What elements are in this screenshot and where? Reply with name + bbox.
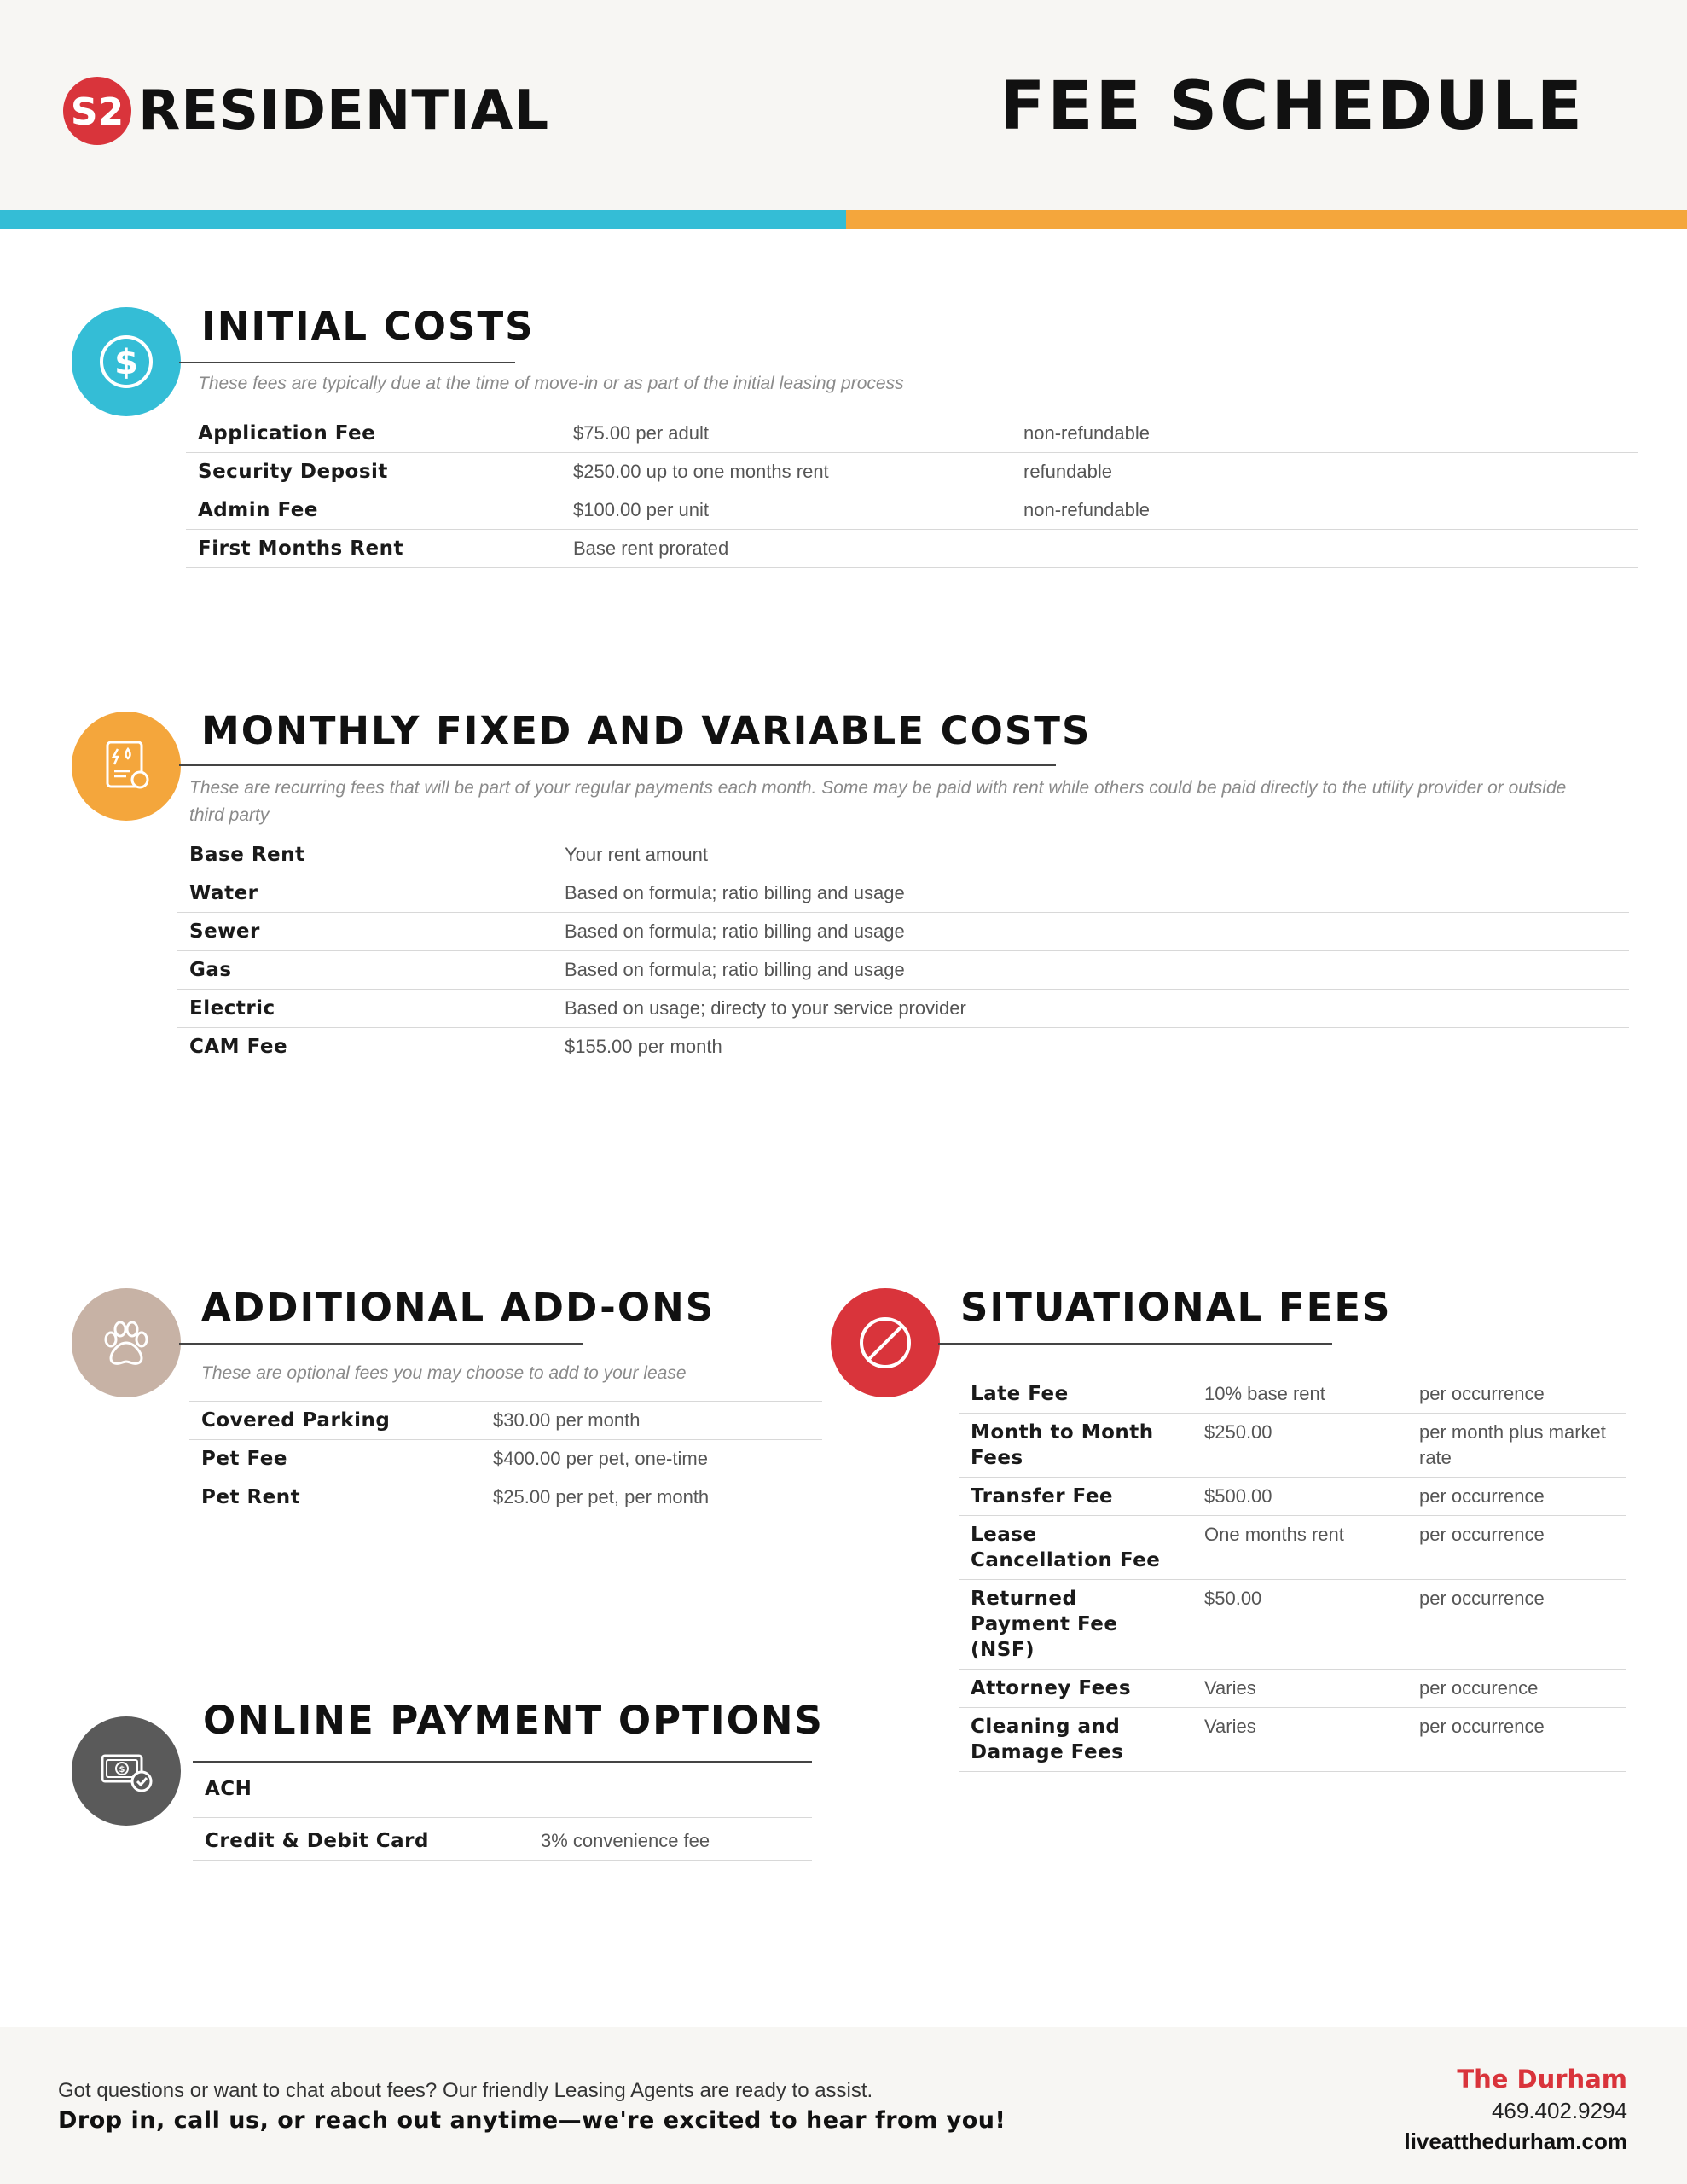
- situational-title: SITUATIONAL FEES: [960, 1285, 1392, 1330]
- monthly-costs-subtitle: These are recurring fees that will be part of your regular payments each month. Some may be paid with rent while others could be paid directly to the utility provider or outside third party: [189, 778, 1567, 825]
- online-payment-table: [193, 1769, 812, 1861]
- header-stripe-blue: [0, 210, 846, 229]
- online-payment-rule: [193, 1761, 812, 1763]
- table-row: Base Rent Your rent amount: [177, 836, 1629, 874]
- table-row: ACH: [193, 1769, 812, 1818]
- table-row: Covered Parking $30.00 per month: [189, 1402, 822, 1440]
- svg-text:$: $: [114, 343, 138, 382]
- table-row: Lease Cancellation Fee One months rent per occurrence: [959, 1516, 1626, 1580]
- svg-text:$: $: [119, 1765, 125, 1774]
- footer-question: Got questions or want to chat about fees? Our friendly Leasing Agents are ready to assist.: [58, 2079, 873, 2102]
- dollar-icon: [92, 328, 160, 396]
- table-row: Late Fee 10% base rent per occurrence: [959, 1375, 1626, 1414]
- addons-table: [189, 1401, 822, 1516]
- s2-logo-icon: [61, 75, 133, 147]
- table-row: Pet Rent $25.00 per pet, per month: [201, 1486, 710, 1508]
- table-row: Admin Fee $100.00 per unit non-refundable: [186, 491, 1638, 530]
- table-row: Returned Payment Fee (NSF) $50.00 per occurrence: [959, 1580, 1626, 1670]
- website-link[interactable]: liveatthedurham.com: [1404, 2129, 1627, 2154]
- document-title: FEE SCHEDULE: [999, 68, 1585, 145]
- addons-icon-badge: [72, 1288, 181, 1397]
- addons-rule: [179, 1343, 583, 1345]
- table-row: First Months Rent Base rent prorated: [186, 530, 1638, 568]
- situational-icon-badge: [831, 1288, 940, 1397]
- online-payment-icon-badge: [72, 1716, 181, 1826]
- table-row: Cleaning and Damage Fees Varies per occurrence: [959, 1708, 1626, 1772]
- situational-table: [959, 1375, 1626, 1772]
- table-row: Water Based on formula; ratio billing and usage: [177, 874, 1629, 913]
- logo-mark-text: S2: [70, 90, 125, 134]
- prohibited-icon: [851, 1309, 919, 1377]
- table-row: Electric Based on usage; directy to your service provider: [177, 990, 1629, 1028]
- online-payment-title: ONLINE PAYMENT OPTIONS: [203, 1698, 824, 1743]
- table-row: Month to Month Fees $250.00 per month plus market rate: [959, 1414, 1626, 1478]
- addons-title: ADDITIONAL ADD-ONS: [201, 1285, 716, 1330]
- initial-costs-icon-badge: [72, 307, 181, 416]
- company-logo: [61, 75, 549, 147]
- utility-bill-icon: [92, 732, 160, 800]
- footer-cta: Drop in, call us, or reach out anytime—we're excited to hear from you!: [58, 2107, 1006, 2134]
- property-name: The Durham: [1457, 2065, 1627, 2094]
- monthly-costs-title: MONTHLY FIXED AND VARIABLE COSTS: [201, 708, 1092, 753]
- table-row: Sewer Based on formula; ratio billing and usage: [177, 913, 1629, 951]
- table-row: Security Deposit $250.00 up to one months rent refundable: [186, 453, 1638, 491]
- phone-number[interactable]: 469.402.9294: [1491, 2098, 1627, 2123]
- monthly-costs-rule: [179, 764, 1056, 766]
- initial-costs-table: [186, 415, 1638, 568]
- header-stripe-orange: [846, 210, 1687, 229]
- table-row: CAM Fee $155.00 per month: [177, 1028, 1629, 1066]
- table-row: Attorney Fees Varies per occurence: [959, 1670, 1626, 1708]
- initial-costs-rule: [179, 362, 515, 363]
- initial-costs-subtitle: These fees are typically due at the time of move-in or as part of the initial leasing process: [198, 374, 904, 393]
- paw-icon: [92, 1309, 160, 1377]
- monthly-costs-icon-badge: [72, 712, 181, 821]
- addons-subtitle: These are optional fees you may choose to add to your lease: [201, 1363, 687, 1383]
- monthly-costs-table: [177, 836, 1629, 1066]
- initial-costs-title: INITIAL COSTS: [201, 304, 535, 349]
- logo-text: RESIDENTIAL: [138, 79, 550, 142]
- payment-icon: [92, 1737, 160, 1805]
- table-row: Application Fee $75.00 per adult non-refundable: [186, 415, 1638, 453]
- footer-contact: [1404, 2063, 1627, 2157]
- table-row: Pet Fee $400.00 per pet, one-time: [189, 1440, 822, 1478]
- table-row: Transfer Fee $500.00 per occurrence: [959, 1478, 1626, 1516]
- situational-rule: [938, 1343, 1332, 1345]
- table-row: Credit & Debit Card 3% convenience fee: [193, 1818, 812, 1861]
- table-row: Gas Based on formula; ratio billing and usage: [177, 951, 1629, 990]
